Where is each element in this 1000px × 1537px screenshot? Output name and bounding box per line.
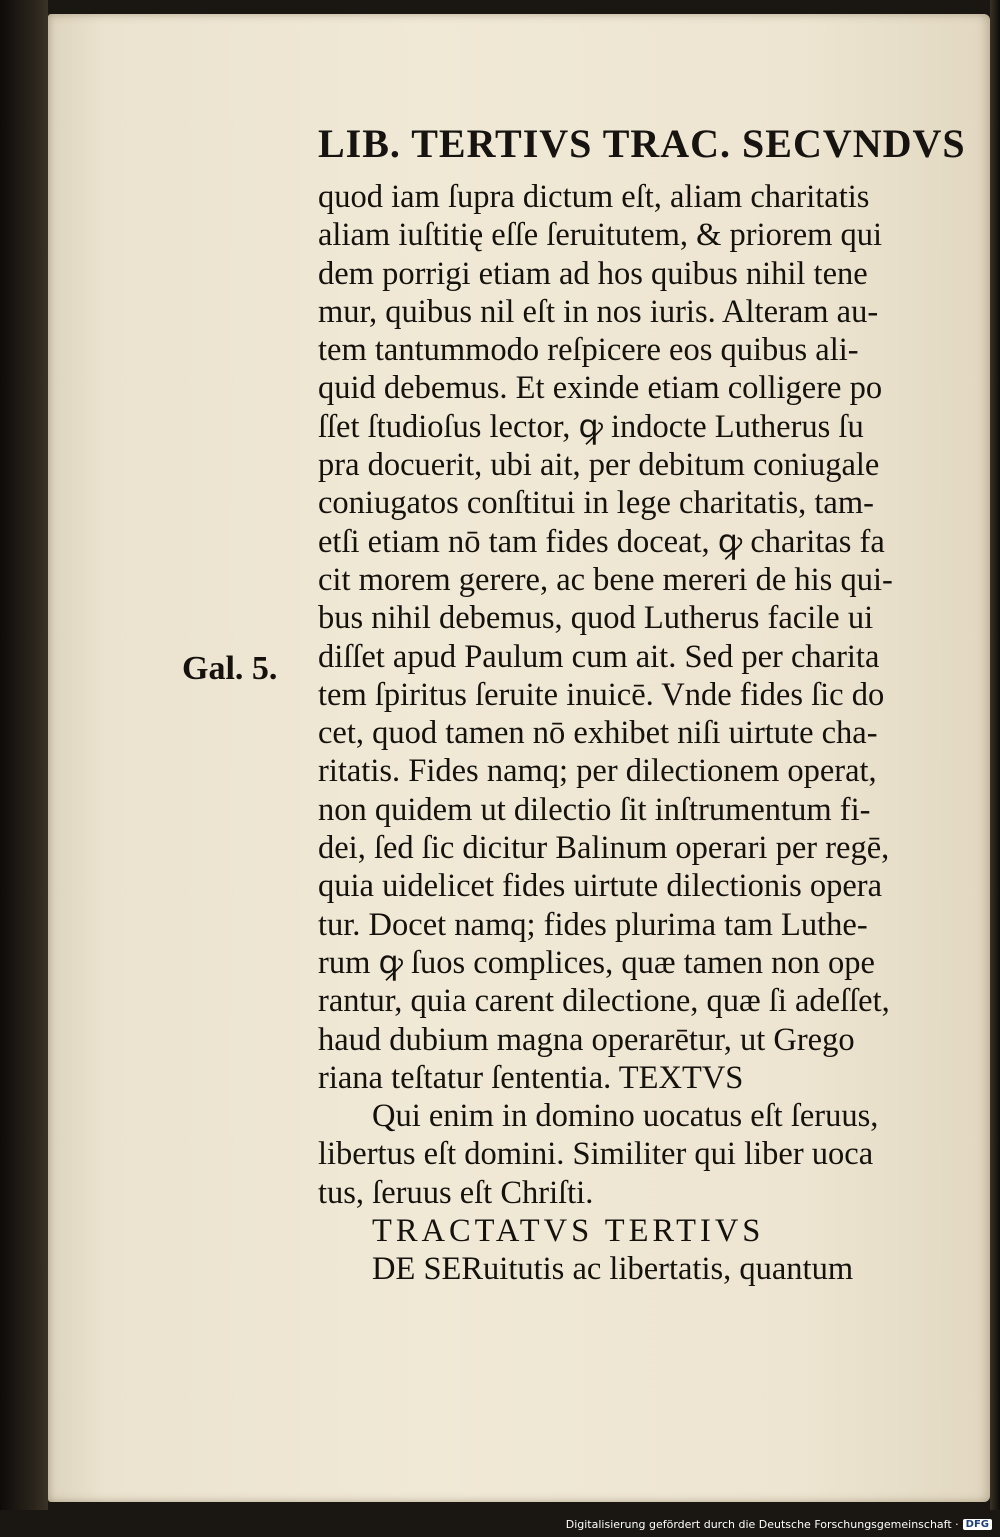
- text-line: etſi etiam nō tam fides doceat, ꝙ charitas fa: [318, 523, 885, 560]
- text-line: diſſet apud Paulum cum ait. Sed per charita: [318, 638, 880, 675]
- text-line: pra docuerit, ubi ait, per debitum coniugale: [318, 447, 880, 484]
- text-line: riana teſtatur ſententia. TEXTVS: [318, 1059, 744, 1096]
- text-line: non quidem ut dilectio ſit inſtrumentum fi-: [318, 791, 871, 828]
- text-line: cet, quod tamen nō exhibet niſi uirtute cha-: [318, 715, 878, 752]
- text-line: tur. Docet namq; fides plurima tam Luthe-: [318, 906, 868, 943]
- footer-text: Digitalisierung gefördert durch die Deutsche Forschungsgemeinschaft ·: [565, 1518, 959, 1531]
- text-line: quod iam ſupra dictum eſt, aliam charitatis: [318, 179, 870, 215]
- digitization-credit: [566, 1518, 992, 1531]
- text-line: cit morem gerere, ac bene mereri de his qui-: [318, 561, 893, 598]
- text-line: Qui enim in domino uocatus eſt ſeruus,: [372, 1098, 879, 1135]
- page-edge: [990, 0, 1000, 1510]
- text-line: dem porrigi etiam ad hos quibus nihil tene: [318, 255, 868, 292]
- text-line: dei, ſed ſic dicitur Balinum operari per regē,: [318, 830, 890, 867]
- text-line: quid debemus. Et exinde etiam colligere po: [318, 370, 883, 407]
- text-line: rum ꝙ ſuos complices, quæ tamen non ope: [318, 944, 875, 981]
- dfg-logo: DFG: [963, 1519, 992, 1530]
- text-line: libertus eſt domini. Similiter qui liber uoca: [318, 1136, 874, 1173]
- text-line: tem tantummodo reſpicere eos quibus ali-: [318, 332, 859, 369]
- text-line: coniugatos conſtitui in lege charitatis, tam-: [318, 485, 874, 522]
- text-line: ritatis. Fides namq; per dilectionem operat,: [318, 753, 877, 790]
- text-line: tus, ſeruus eſt Chriſti.: [318, 1174, 594, 1211]
- section-subheading: DE SERuitutis ac libertatis, quantum: [372, 1251, 854, 1288]
- margin-note: Gal. 5.: [182, 650, 278, 687]
- text-line: aliam iuſtitię eſſe ſeruitutem, & priorem qui: [318, 217, 883, 254]
- text-line: mur, quibus nil eſt in nos iuris. Alteram au-: [318, 293, 879, 330]
- text-line: haud dubium magna operarētur, ut Grego: [318, 1021, 855, 1058]
- text-line: ſſet ſtudioſus lector, ꝙ indocte Lutherus ſu: [318, 408, 864, 445]
- section-heading: TRACTATVS TERTIVS: [372, 1213, 765, 1250]
- text-line: rantur, quia carent dilectione, quæ ſi adeſſet,: [318, 983, 890, 1020]
- text-line: tem ſpiritus ſeruite inuicē. Vnde fides ſic do: [318, 676, 885, 713]
- text-line: quia uidelicet fides uirtute dilectionis opera: [318, 868, 883, 905]
- running-head: LIB. TERTIVS TRAC. SECVNDVS: [318, 121, 966, 166]
- text-line: bus nihil debemus, quod Lutherus facile ui: [318, 600, 874, 637]
- page-text: [318, 178, 950, 1289]
- book-spine: [0, 0, 48, 1510]
